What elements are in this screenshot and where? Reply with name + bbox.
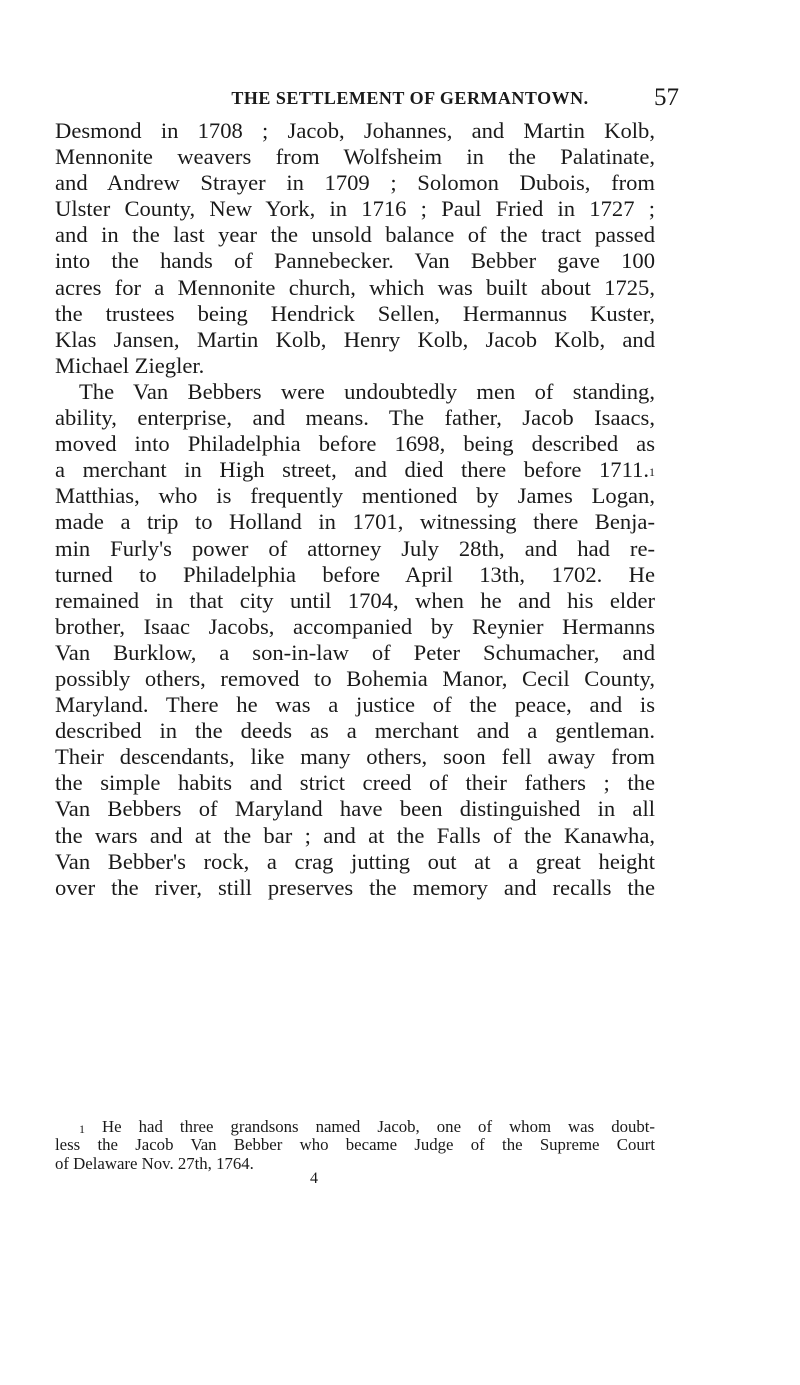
- text-line: the wars and at the bar ; and at the Falls of the Kanawha,: [55, 822, 655, 848]
- text-line: and Andrew Strayer in 1709 ; Solomon Dubois, from: [55, 170, 655, 196]
- text-line: Their descendants, like many others, soon fell away from: [55, 744, 655, 770]
- text-line-with-footnote: [55, 457, 655, 483]
- text-line: acres for a Mennonite church, which was built about 1725,: [55, 274, 655, 300]
- footnote-marker: 1: [79, 1122, 85, 1136]
- text-line: into the hands of Pannebecker. Van Bebber gave 100: [55, 248, 655, 274]
- text-line: Van Burklow, a son-in-law of Peter Schumacher, and: [55, 639, 655, 665]
- text-line: over the river, still preserves the memory and recalls the: [55, 874, 655, 900]
- text-line: The Van Bebbers were undoubtedly men of standing,: [79, 378, 655, 404]
- text-line: made a trip to Holland in 1701, witnessing there Benja-: [55, 509, 655, 535]
- text-line: a merchant in High street, and died there before 1711.: [55, 457, 649, 483]
- text-line: the trustees being Hendrick Sellen, Hermannus Kuster,: [55, 300, 655, 326]
- footnote-line: [55, 1118, 655, 1136]
- signature-mark: 4: [310, 1170, 318, 1187]
- text-line: remained in that city until 1704, when he and his elder: [55, 587, 655, 613]
- text-line: Van Bebber's rock, a crag jutting out at a great height: [55, 848, 655, 874]
- page-number: 57: [654, 84, 679, 111]
- text-line: Matthias, who is frequently mentioned by James Logan,: [55, 483, 655, 509]
- text-line: Klas Jansen, Martin Kolb, Henry Kolb, Jacob Kolb, and: [55, 326, 655, 352]
- text-line: ability, enterprise, and means. The father, Jacob Isaacs,: [55, 405, 655, 431]
- text-line: turned to Philadelphia before April 13th, 1702. He: [55, 561, 655, 587]
- text-line: Mennonite weavers from Wolfsheim in the Palatinate,: [55, 144, 655, 170]
- text-line: described in the deeds as a merchant and a gentleman.: [55, 718, 655, 744]
- text-line: and in the last year the unsold balance of the tract passed: [55, 222, 655, 248]
- text-line: Michael Ziegler.: [55, 352, 205, 378]
- text-line: Ulster County, New York, in 1716 ; Paul Fried in 1727 ;: [55, 196, 655, 222]
- text-line: Desmond in 1708 ; Jacob, Johannes, and Martin Kolb,: [55, 118, 655, 143]
- footnote-line: less the Jacob Van Bebber who became Judge of the Supreme Court: [55, 1135, 655, 1155]
- running-title: THE SETTLEMENT OF GERMANTOWN.: [231, 88, 589, 108]
- text-line: Van Bebbers of Maryland have been distinguished in all: [55, 796, 655, 822]
- text-line: the simple habits and strict creed of their fathers ; the: [55, 770, 655, 796]
- footnote-text: He had three grandsons named Jacob, one of whom was doubt-: [102, 1117, 656, 1136]
- text-line: moved into Philadelphia before 1698, being described as: [55, 431, 655, 457]
- footnote: [55, 1118, 655, 1173]
- text-line: possibly others, removed to Bohemia Manor, Cecil County,: [55, 665, 655, 691]
- text-line: brother, Isaac Jacobs, accompanied by Reynier Hermanns: [55, 613, 655, 639]
- text-line: Maryland. There he was a justice of the peace, and is: [55, 692, 655, 718]
- body-text: [55, 118, 655, 901]
- footnote-reference: 1: [649, 465, 655, 480]
- footnote-line: of Delaware Nov. 27th, 1764.: [55, 1153, 254, 1173]
- text-line: min Furly's power of attorney July 28th, and had re-: [55, 535, 655, 561]
